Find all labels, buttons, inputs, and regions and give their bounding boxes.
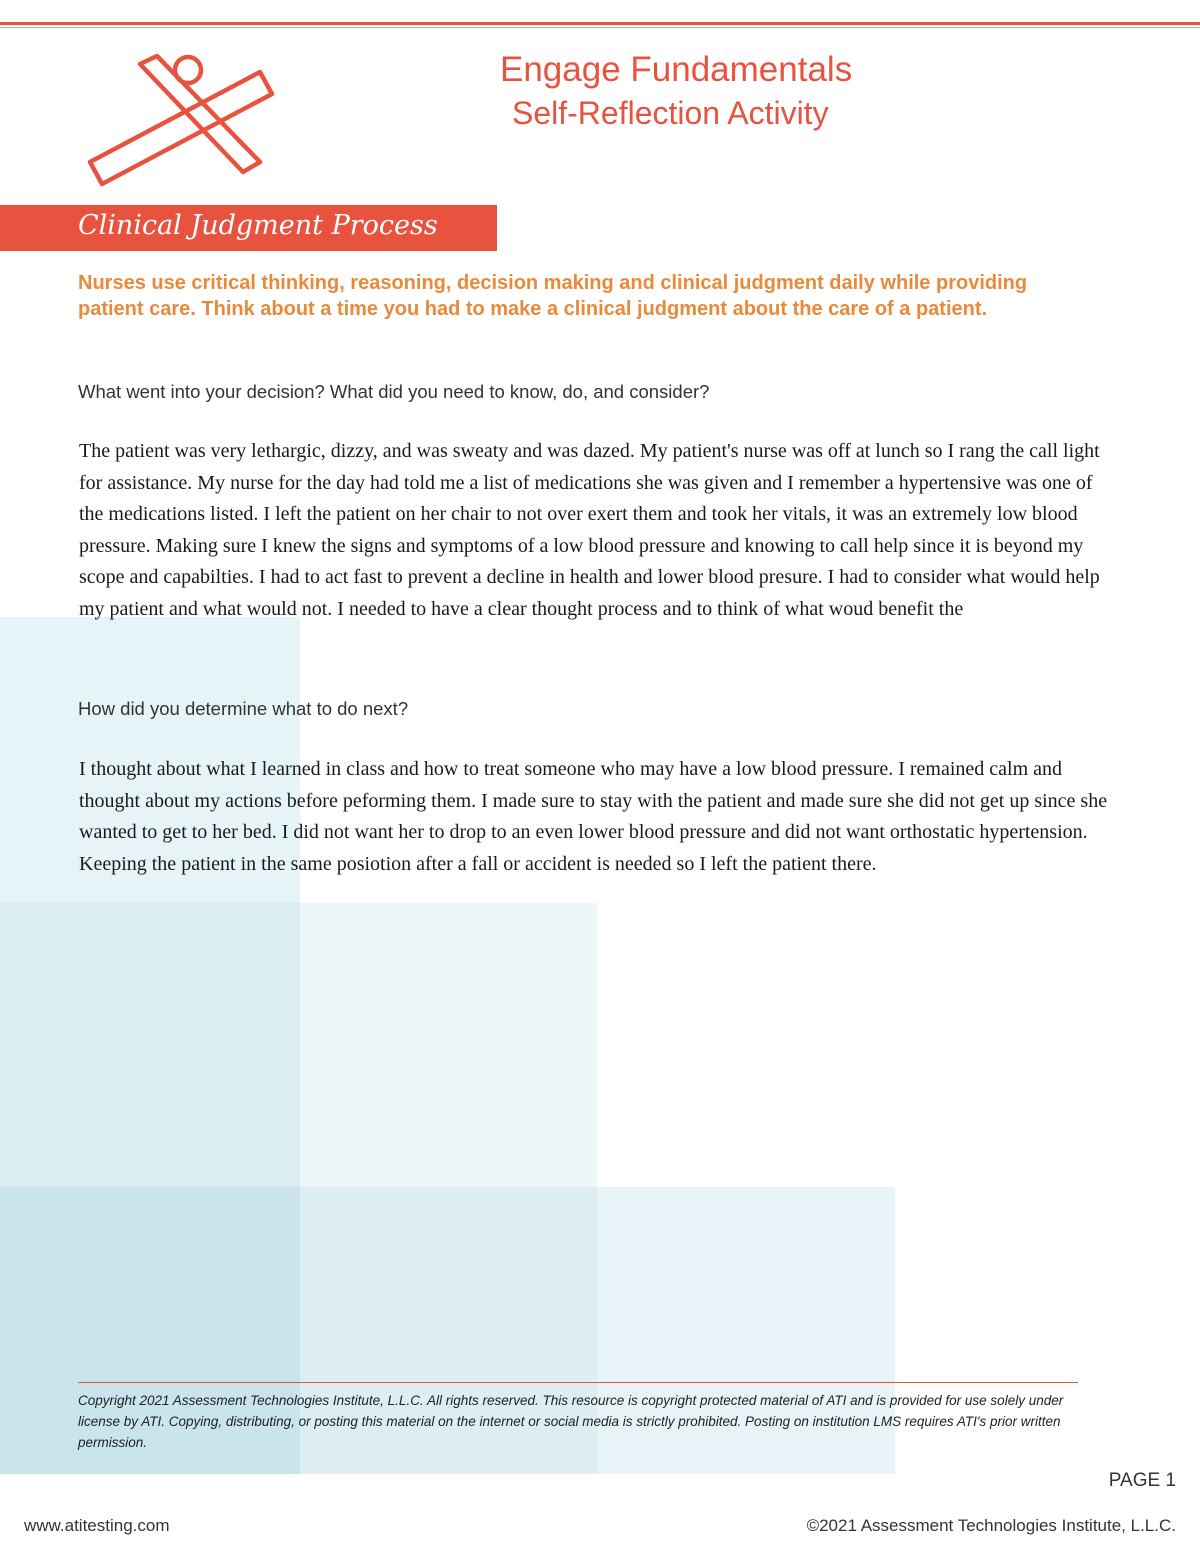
intro-paragraph: Nurses use critical thinking, reasoning, decision making and clinical judgment daily while providing patient care. Think about a time you had to make a clinical judgment about the care of a patient. <box>78 272 1028 320</box>
header-top-rule <box>0 22 1200 25</box>
section-title: Clinical Judgment Process <box>78 210 438 241</box>
page-number: PAGE 1 <box>1108 1470 1176 1491</box>
footer-rule <box>78 1382 1078 1383</box>
question-prompt: How did you determine what to do next? <box>78 698 409 719</box>
website-link[interactable]: www.atitesting.com <box>24 1516 170 1535</box>
copyright-notice: Copyright 2021 Assessment Technologies Institute, L.L.C. All rights reserved. This resource is copyright protected material of ATI and is provided for use solely under license by ATI. Copying, distributing, or posting this material on the internet or social media is strictly prohibited. Posting on institution LMS requires ATI's prior written permission. <box>78 1393 1064 1450</box>
header-thin-rule <box>0 27 1200 28</box>
question-prompt: What went into your decision? What did you need to know, do, and consider? <box>78 381 710 402</box>
answer-text: The patient was very lethargic, dizzy, and was sweaty and was dazed. My patient's nurse was off at lunch so I rang the call light for assistance. My nurse for the day had told me a list of medications she was given and I remember a hypertensive was one of the medications listed. I left the patient on her chair to not over exert them and took her vitals, it was an extremely low blood pressure. Making sure I knew the signs and symptoms of a low blood pressure and knowing to call help since it is beyond my scope and capabilties. I had to act fast to prevent a decline in health and lower blood presure. I had to consider what would help my patient and what would not. I needed to have a clear thought process and to think of what woud benefit the <box>79 440 1100 620</box>
company-copyright: ©2021 Assessment Technologies Institute, L.L.C. <box>806 1516 1176 1535</box>
answer-text: I thought about what I learned in class and how to treat someone who may have a low blood pressure. I remained calm and thought about my actions before peforming them. I made sure to stay with the patient and made sure she did not get up since she wanted to get to her bed. I did not want her to drop to an even lower blood pressure and did not want orthostatic hypertension. Keeping the patient in the same posiotion after a fall or accident is needed so I left the patient there. <box>79 758 1108 875</box>
ati-logo-icon <box>70 42 285 192</box>
document-subtitle: Self-Reflection Activity <box>512 95 829 131</box>
document-title: Engage Fundamentals <box>500 50 853 89</box>
